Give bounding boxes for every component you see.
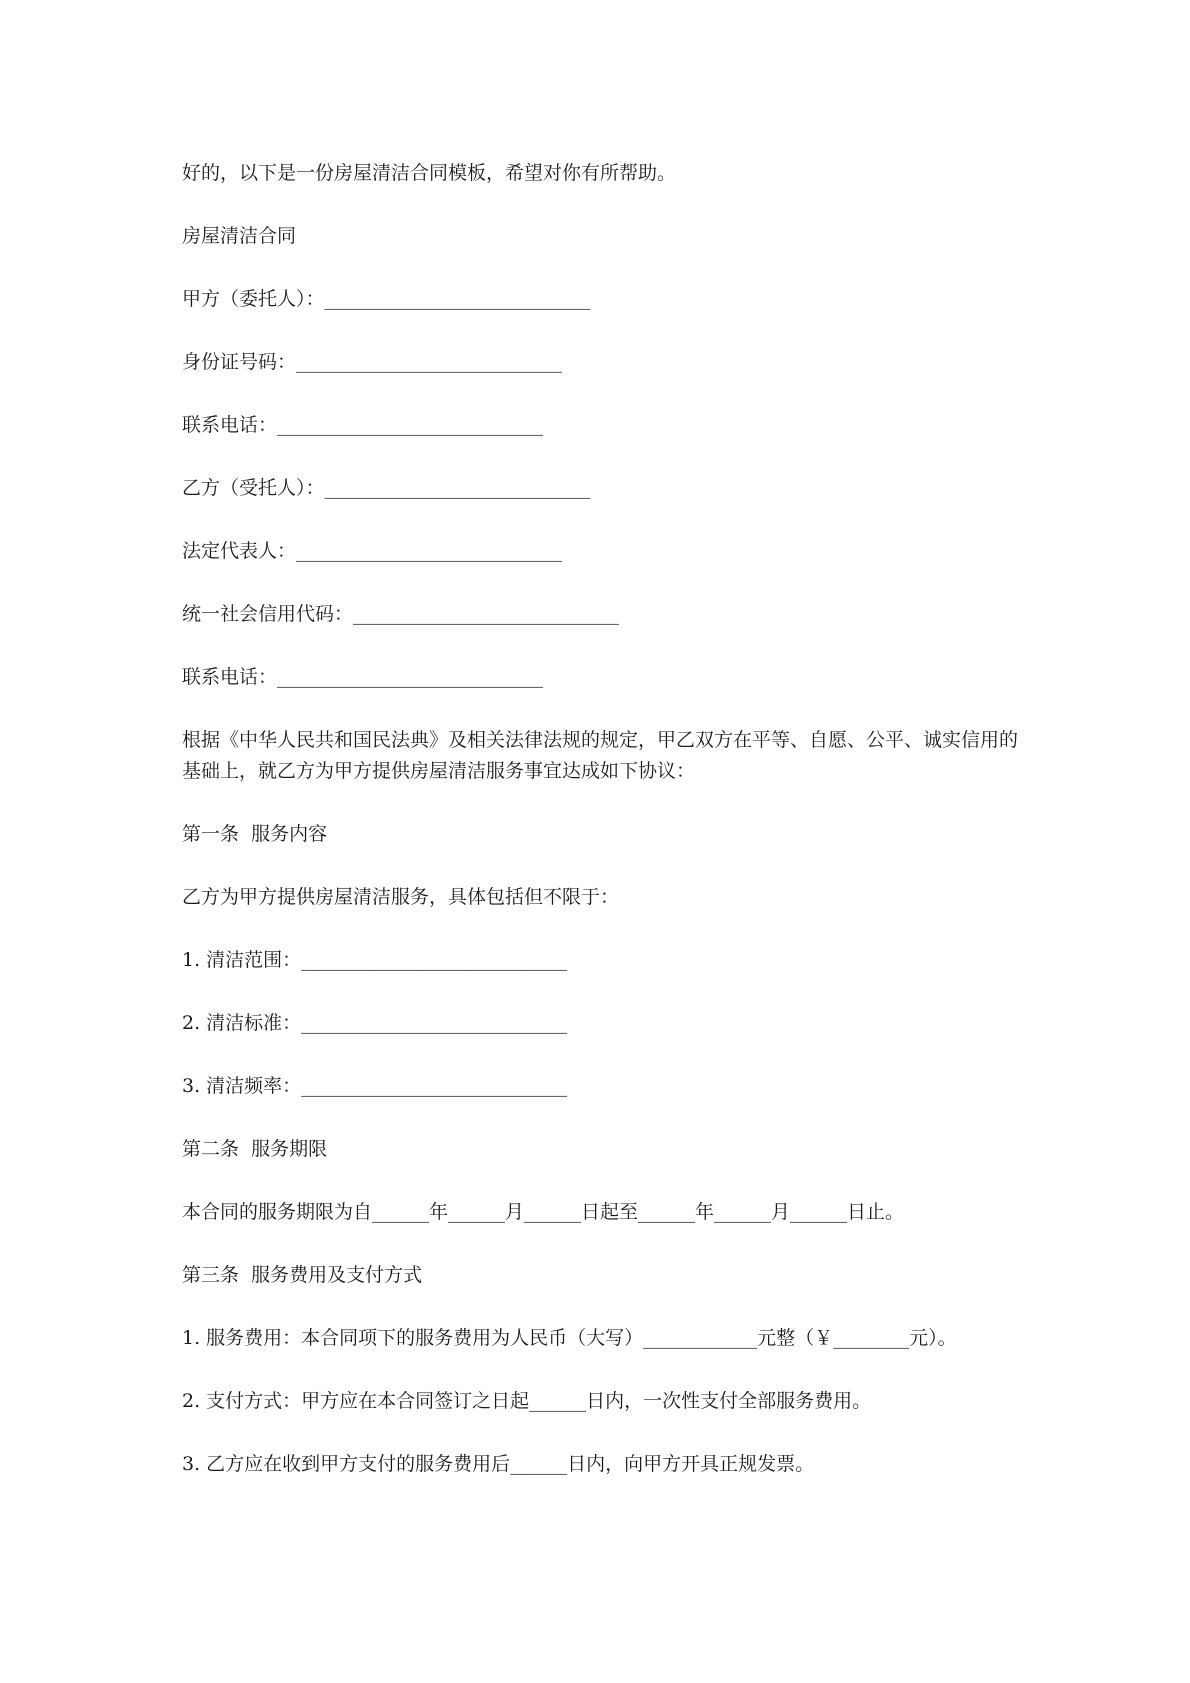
article-1-item: 1. 清洁范围：____________________________ [182,949,568,971]
article-2-body: 本合同的服务期限为自______年______月______日起至______年______月______日止。 [182,1201,905,1223]
party-b-phone-field: 联系电话：____________________________ [182,666,544,688]
article-2-heading: 第二条 服务期限 [182,1138,328,1160]
party-b-credit-code-field: 统一社会信用代码：____________________________ [182,603,620,625]
article-3-item: 3. 乙方应在收到甲方支付的服务费用后______日内，向甲方开具正规发票。 [182,1453,815,1475]
article-3-item: 1. 服务费用：本合同项下的服务费用为人民币（大写）____________元整（￥________元）。 [182,1327,957,1349]
document-page [182,158,1022,1512]
party-a-phone-field: 联系电话：____________________________ [182,414,544,436]
party-a-field: 甲方（委托人）：____________________________ [182,288,591,310]
party-b-representative-field: 法定代表人：____________________________ [182,540,563,562]
party-b-field: 乙方（受托人）：____________________________ [182,477,591,499]
contract-title: 房屋清洁合同 [182,225,297,247]
article-3-heading: 第三条 服务费用及支付方式 [182,1264,423,1286]
article-1-item: 3. 清洁频率：____________________________ [182,1075,568,1097]
article-1-body: 乙方为甲方提供房屋清洁服务，具体包括但不限于： [182,886,620,908]
party-a-id-field: 身份证号码：____________________________ [182,351,563,373]
article-3-item: 2. 支付方式：甲方应在本合同签订之日起______日内，一次性支付全部服务费用。 [182,1390,872,1412]
article-1-heading: 第一条 服务内容 [182,823,328,845]
article-1-item: 2. 清洁标准：____________________________ [182,1012,568,1034]
intro-paragraph: 好的，以下是一份房屋清洁合同模板，希望对你有所帮助。 [182,162,677,184]
preamble-paragraph: 根据《中华人民共和国民法典》及相关法律法规的规定，甲乙双方在平等、自愿、公平、诚实信用的基础上，就乙方为甲方提供房屋清洁服务事宜达成如下协议： [182,729,1019,782]
